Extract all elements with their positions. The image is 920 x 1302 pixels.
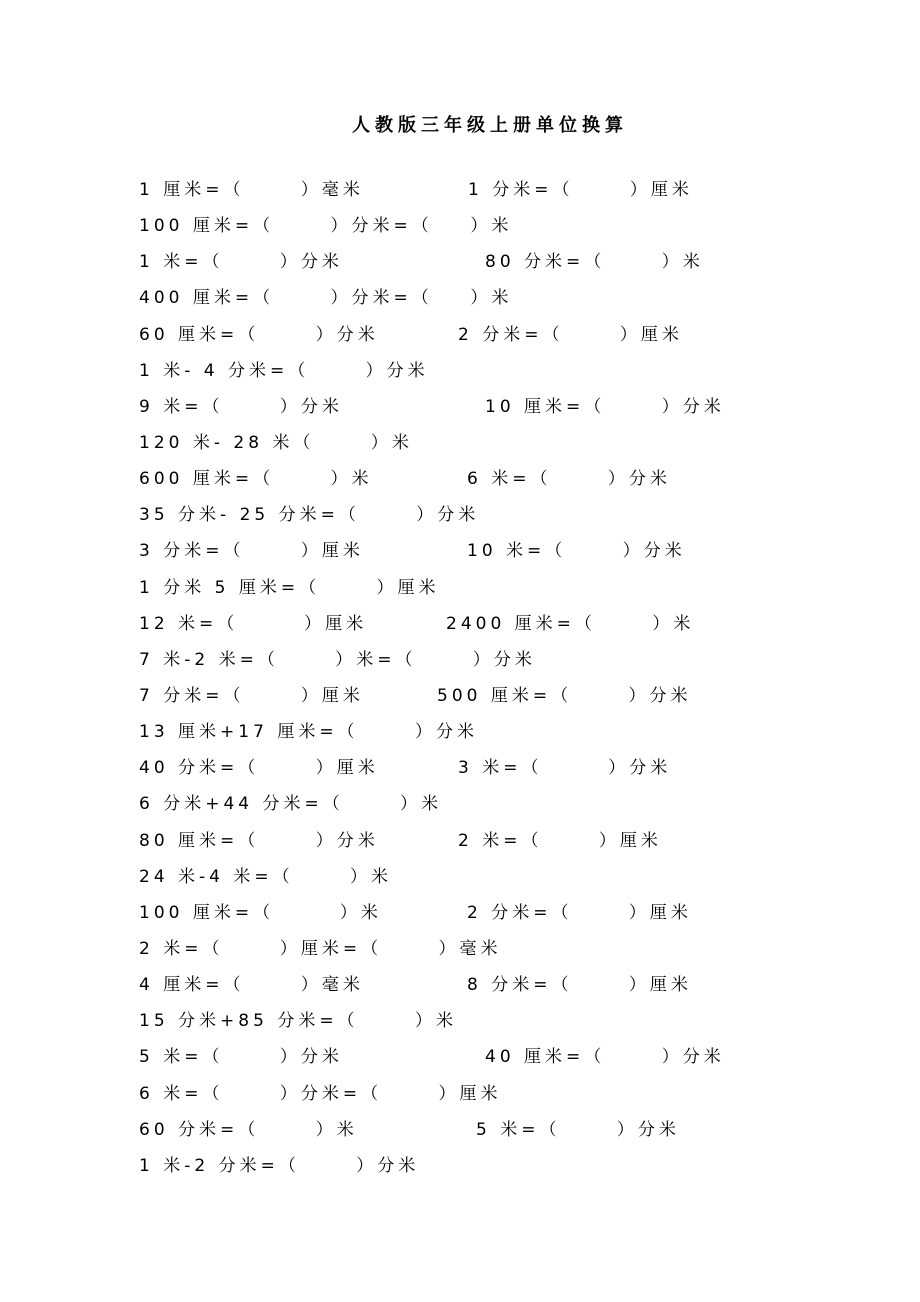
question-row — [139, 212, 859, 248]
question-left: 7 米-2 米=（ ）米=（ ）分米 — [139, 649, 536, 670]
question-left: 80 厘米=（ ）分米 — [139, 830, 379, 851]
question-right: 2 分米=（ ）厘米 — [458, 324, 683, 345]
question-left: 1 厘米=（ ）毫米 — [139, 180, 364, 200]
question-row — [139, 863, 859, 899]
question-left: 120 米- 28 米（ ）米 — [139, 432, 413, 453]
question-row — [139, 1080, 859, 1116]
question-row — [139, 1116, 859, 1152]
question-left: 100 厘米=（ ）米 — [139, 902, 382, 923]
question-right: 8 分米=（ ）厘米 — [467, 975, 692, 996]
question-row — [139, 1043, 859, 1079]
question-left: 100 厘米=（ ）分米=（ ）米 — [139, 216, 513, 237]
question-row — [139, 284, 859, 320]
question-right: 6 米=（ ）分米 — [467, 469, 671, 490]
question-row — [139, 357, 859, 393]
question-row — [139, 718, 859, 754]
question-left: 24 米-4 米=（ ）米 — [139, 866, 393, 887]
question-right: 500 厘米=（ ）分米 — [437, 685, 692, 706]
question-right: 3 米=（ ）分米 — [458, 758, 672, 779]
question-row — [139, 176, 859, 212]
question-left: 15 分米+85 分米=（ ）米 — [139, 1011, 457, 1032]
question-left: 3 分米=（ ）厘米 — [139, 541, 364, 562]
question-left: 7 分米=（ ）厘米 — [139, 685, 364, 706]
question-row — [139, 610, 859, 646]
question-left: 13 厘米+17 厘米=（ ）分米 — [139, 722, 478, 743]
question-left: 1 米- 4 分米=（ ）分米 — [139, 360, 429, 381]
question-left: 2 米=（ ）厘米=（ ）毫米 — [139, 938, 502, 959]
question-row — [139, 646, 859, 682]
question-left: 40 分米=（ ）厘米 — [139, 758, 379, 779]
question-left: 400 厘米=（ ）分米=（ ）米 — [139, 288, 513, 309]
question-right: 2 米=（ ）厘米 — [458, 830, 662, 851]
question-left: 60 分米=（ ）米 — [139, 1119, 358, 1140]
question-left: 6 分米+44 分米=（ ）米 — [139, 794, 443, 815]
question-left: 12 米=（ ）厘米 — [139, 613, 368, 634]
question-right: 80 分米=（ ）米 — [485, 252, 704, 273]
question-left: 600 厘米=（ ）米 — [139, 469, 373, 490]
question-row — [139, 682, 859, 718]
question-row — [139, 429, 859, 465]
question-row — [139, 790, 859, 826]
question-left: 5 米=（ ）分米 — [139, 1047, 343, 1068]
question-row — [139, 754, 859, 790]
question-left: 1 分米 5 厘米=（ ）厘米 — [139, 577, 440, 598]
question-right: 10 厘米=（ ）分米 — [485, 396, 725, 417]
question-row — [139, 501, 859, 537]
question-left: 1 米-2 分米=（ ）分米 — [139, 1155, 420, 1176]
question-row — [139, 935, 859, 971]
question-left: 60 厘米=（ ）分米 — [139, 324, 379, 345]
question-right: 2 分米=（ ）厘米 — [467, 902, 692, 923]
worksheet — [139, 176, 859, 1188]
question-right: 1 分米=（ ）厘米 — [468, 180, 693, 200]
question-row — [139, 1007, 859, 1043]
question-row — [139, 393, 859, 429]
question-left: 9 米=（ ）分米 — [139, 396, 343, 417]
question-right: 5 米=（ ）分米 — [476, 1119, 680, 1140]
question-left: 6 米=（ ）分米=（ ）厘米 — [139, 1083, 502, 1104]
question-left: 4 厘米=（ ）毫米 — [139, 975, 364, 996]
question-row — [139, 537, 859, 573]
question-row — [139, 971, 859, 1007]
question-row — [139, 321, 859, 357]
question-left: 1 米=（ ）分米 — [139, 252, 343, 273]
question-row — [139, 899, 859, 935]
question-row — [139, 827, 859, 863]
question-right: 2400 厘米=（ ）米 — [446, 613, 695, 634]
page-title: 人教版三年级上册单位换算 — [352, 115, 628, 136]
question-row — [139, 465, 859, 501]
question-row — [139, 1152, 859, 1188]
question-right: 10 米=（ ）分米 — [467, 541, 686, 562]
question-right: 40 厘米=（ ）分米 — [485, 1047, 725, 1068]
question-row — [139, 248, 859, 284]
question-row — [139, 574, 859, 610]
question-left: 35 分米- 25 分米=（ ）分米 — [139, 505, 480, 526]
